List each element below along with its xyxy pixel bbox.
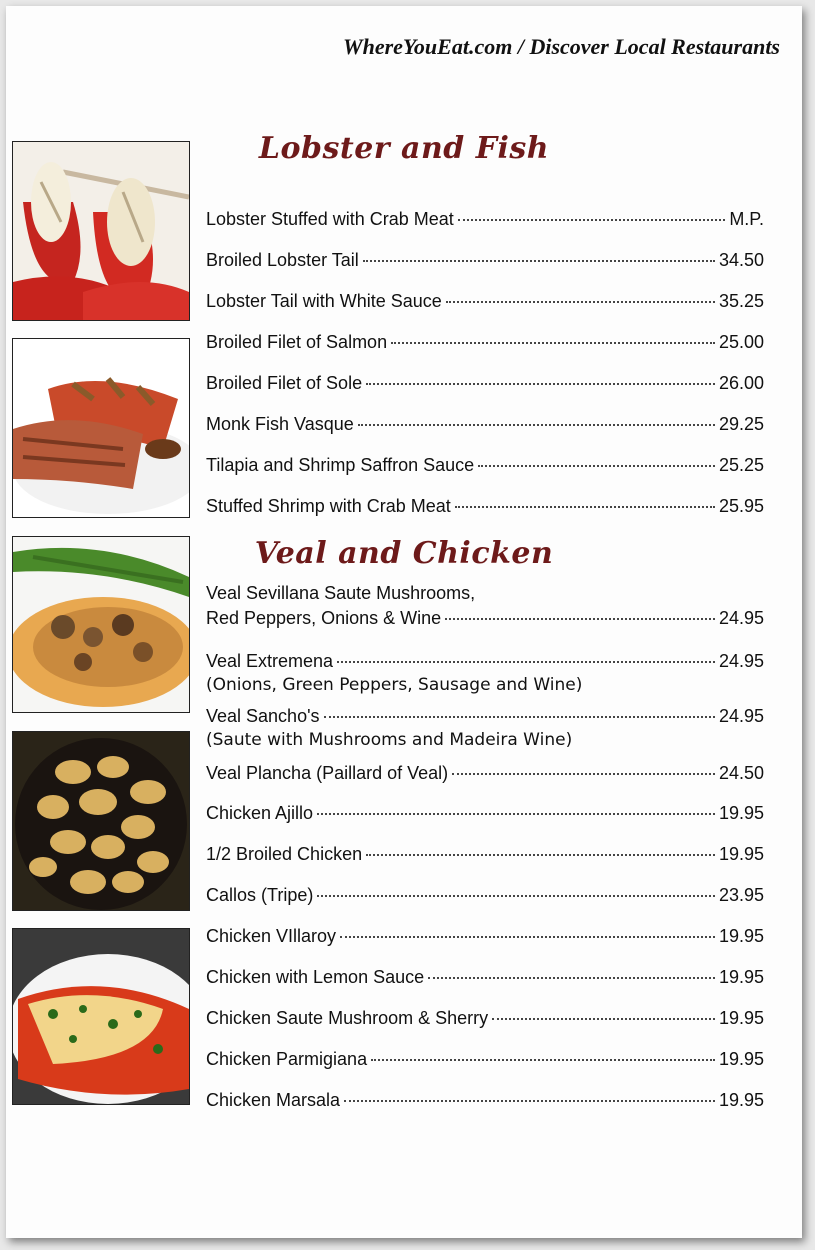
menu-item [206, 332, 764, 353]
chicken-ajillo-photo [12, 731, 190, 911]
item-price: 25.25 [718, 455, 764, 475]
item-price: 23.95 [718, 885, 764, 905]
menu-item [206, 455, 764, 476]
item-name: Chicken Saute Mushroom & Sherry [206, 1008, 489, 1028]
menu-item-extremena [206, 651, 764, 695]
leader-dots [317, 895, 715, 897]
leader-dots [452, 773, 715, 775]
site-header: WhereYouEat.com / Discover Local Restaurants [343, 34, 780, 59]
item-name-line2: Red Peppers, Onions & Wine [206, 608, 442, 628]
menu-item [206, 209, 764, 230]
menu-item [206, 496, 764, 517]
menu-item [206, 885, 764, 906]
leader-dots [324, 716, 715, 718]
menu-item [206, 373, 764, 394]
menu-item [206, 967, 764, 988]
menu-item [206, 763, 764, 784]
leader-dots [358, 424, 715, 426]
item-name: Stuffed Shrimp with Crab Meat [206, 496, 451, 516]
leader-dots [344, 1100, 715, 1102]
item-name: Tilapia and Shrimp Saffron Sauce [206, 455, 475, 475]
item-name: Veal Plancha (Paillard of Veal) [206, 763, 449, 783]
item-price: M.P. [729, 209, 764, 229]
item-price: 24.50 [718, 763, 764, 783]
item-name: Chicken Marsala [206, 1090, 341, 1110]
menu-item [206, 291, 764, 312]
leader-dots [366, 383, 715, 385]
item-price: 19.95 [718, 1008, 764, 1028]
item-price: 25.00 [718, 332, 764, 352]
menu-item [206, 803, 764, 824]
chicken-parmigiana-image [13, 929, 189, 1104]
lobster-tail-image [13, 142, 189, 320]
item-price: 19.95 [718, 926, 764, 946]
salmon-photo [12, 338, 190, 518]
item-price: 24.95 [718, 651, 764, 671]
lobster-section-title: Lobster and Fish [258, 131, 550, 166]
menu-item-sevillana [206, 583, 764, 629]
leader-dots [371, 1059, 715, 1061]
item-name: Veal Extremena [206, 651, 334, 671]
item-name: Broiled Filet of Sole [206, 373, 363, 393]
lobster-tail-photo [12, 141, 190, 321]
menu-item [206, 250, 764, 271]
leader-dots [446, 301, 715, 303]
item-name-line1: Veal Sevillana Saute Mushrooms, [206, 583, 476, 603]
leader-dots [445, 618, 715, 620]
item-name: Lobster Tail with White Sauce [206, 291, 442, 311]
item-name: Lobster Stuffed with Crab Meat [206, 209, 454, 229]
item-price: 29.25 [718, 414, 764, 434]
leader-dots [492, 1018, 715, 1020]
item-price: 19.95 [718, 844, 764, 864]
leader-dots [455, 506, 715, 508]
item-name: Chicken Ajillo [206, 803, 314, 823]
menu-item [206, 414, 764, 435]
menu-item [206, 1049, 764, 1070]
item-name: 1/2 Broiled Chicken [206, 844, 363, 864]
chicken-ajillo-image [13, 732, 189, 910]
salmon-image [13, 339, 189, 517]
leader-dots [317, 813, 715, 815]
menu-page [6, 6, 802, 1238]
leader-dots [337, 661, 715, 663]
menu-item [206, 1008, 764, 1029]
leader-dots [366, 854, 715, 856]
leader-dots [340, 936, 715, 938]
leader-dots [428, 977, 715, 979]
menu-item-sancho [206, 706, 764, 750]
menu-item [206, 1090, 764, 1111]
item-name: Chicken with Lemon Sauce [206, 967, 425, 987]
item-price: 19.95 [718, 803, 764, 823]
item-price: 24.95 [718, 608, 764, 628]
item-name: Broiled Filet of Salmon [206, 332, 388, 352]
item-price: 25.95 [718, 496, 764, 516]
item-name: Veal Sancho's [206, 706, 320, 726]
leader-dots [458, 219, 726, 221]
item-name: Chicken VIllaroy [206, 926, 337, 946]
item-description: (Saute with Mushrooms and Madeira Wine) [206, 730, 573, 750]
item-description: (Onions, Green Peppers, Sausage and Wine) [206, 675, 583, 695]
item-price: 35.25 [718, 291, 764, 311]
chicken-parmigiana-photo [12, 928, 190, 1105]
item-price: 34.50 [718, 250, 764, 270]
veal-section-title: Veal and Chicken [254, 536, 554, 571]
menu-item [206, 844, 764, 865]
item-price: 19.95 [718, 967, 764, 987]
leader-dots [363, 260, 715, 262]
item-name: Chicken Parmigiana [206, 1049, 368, 1069]
item-price: 24.95 [718, 706, 764, 726]
item-price: 26.00 [718, 373, 764, 393]
item-name: Broiled Lobster Tail [206, 250, 359, 270]
menu-item [206, 926, 764, 947]
item-price: 19.95 [718, 1049, 764, 1069]
item-name: Callos (Tripe) [206, 885, 314, 905]
item-price: 19.95 [718, 1090, 764, 1110]
leader-dots [478, 465, 715, 467]
leader-dots [391, 342, 715, 344]
item-name: Monk Fish Vasque [206, 414, 354, 434]
